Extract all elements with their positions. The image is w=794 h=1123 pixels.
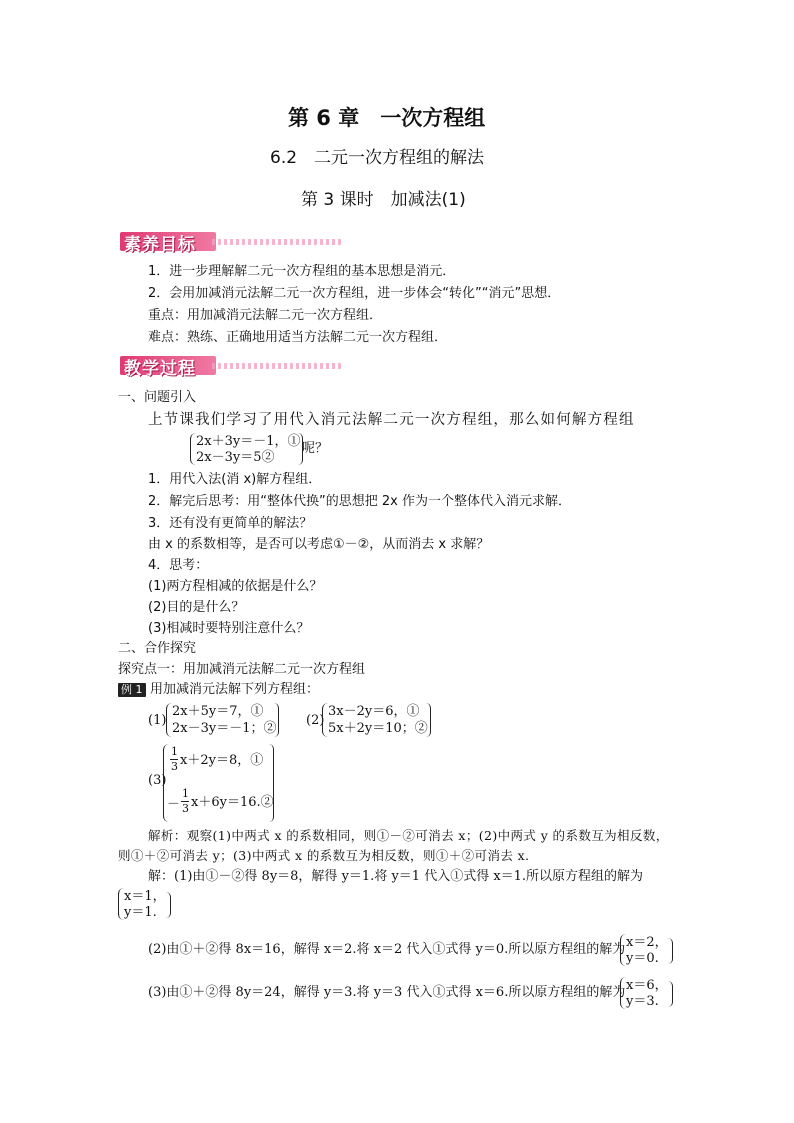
- equation-line: x＋2y＝8，①: [180, 753, 264, 768]
- system-label: (3): [148, 773, 167, 788]
- analysis-text: 则①＋②可消去 y；(3)中两式 x 的系数互为相反数，则①＋②可消去 x.: [118, 848, 530, 863]
- equation-system: [322, 703, 442, 737]
- explore-point: 探究点一：用加减消元法解二元一次方程组: [118, 662, 366, 677]
- analysis-text: 解析：观察(1)中两式 x 的系数相同，则①－②可消去 x；(2)中两式 y 的系数互为相反数，: [148, 828, 669, 843]
- solution-text: 解：(1)由①－②得 8y＝8，解得 y＝1.将 y＝1 代入①式得 x＝1.所以原方程组的解为: [148, 869, 644, 884]
- goal-item: 重点：用加减消元法解二元一次方程组．: [148, 308, 383, 323]
- equation-system: [166, 703, 286, 737]
- equation-line: y＝3.: [626, 994, 659, 1009]
- goal-item: 2．会用加减消元法解二元一次方程组，进一步体会“转化”“消元”思想．: [148, 286, 561, 301]
- fraction-numerator: 1: [182, 787, 189, 800]
- solution-answer: [620, 977, 680, 1009]
- equation-line: 2x＋3y＝－1，①: [196, 434, 301, 449]
- equation-system: [163, 744, 283, 822]
- intro-suffix: 呢？: [302, 441, 329, 456]
- step-item: 由 x 的系数相等，是否可以考虑①－②，从而消去 x 求解？: [148, 537, 490, 552]
- part2-heading: 二、合作探究: [118, 641, 197, 656]
- minus-sign: －: [167, 797, 181, 812]
- goals-banner-label: 素养目标: [124, 235, 196, 255]
- step-item: (2)目的是什么？: [148, 600, 245, 615]
- step-item: (3)相减时要特别注意什么？: [148, 621, 310, 636]
- goal-item: 1．进一步理解解二元一次方程组的基本思想是消元．: [148, 264, 456, 279]
- equation-line: x＝6，: [626, 978, 668, 993]
- step-item: 1．用代入法(消 x)解方程组．: [148, 472, 322, 487]
- part1-heading: 一、问题引入: [118, 390, 197, 405]
- equation-line: x＝1，: [124, 889, 166, 904]
- intro-text: 上节课我们学习了用代入消元法解二元一次方程组，那么如何解方程组: [148, 412, 635, 428]
- goal-item: 难点：熟练、正确地用适当方法解二元一次方程组．: [148, 330, 448, 345]
- equation-line: y＝0.: [626, 951, 659, 966]
- system-label: (1): [148, 713, 167, 728]
- equation-line: 2x－3y＝－1；②: [172, 721, 277, 736]
- solution-text: (2)由①＋②得 8x＝16，解得 x＝2.将 x＝2 代入①式得 y＝0.所以原方程组的解为: [148, 942, 626, 957]
- example-prompt: 用加减消元法解下列方程组：: [150, 682, 320, 697]
- equation-line: x＋6y＝16.②: [191, 795, 274, 810]
- equation-line: x＝2，: [626, 935, 668, 950]
- system-label: (2): [306, 713, 325, 728]
- fraction-denominator: 3: [171, 760, 178, 773]
- step-item: (1)两方程相减的依据是什么？: [148, 579, 323, 594]
- step-item: 4．思考：: [148, 558, 209, 573]
- step-item: 3．还有没有更简单的解法？: [148, 516, 313, 531]
- equation-line: 3x－2y＝6，①: [328, 704, 420, 719]
- section-title: 6.2 二元一次方程组的解法: [270, 148, 485, 168]
- lesson-title: 第 3 课时 加减法(1): [301, 190, 466, 210]
- step-item: 2．解完后思考：用“整体代换”的思想把 2x 作为一个整体代入消元求解．: [148, 494, 571, 509]
- fraction-numerator: 1: [171, 745, 178, 758]
- solution-text: (3)由①＋②得 8y＝24，解得 y＝3.将 y＝3 代入①式得 x＝6.所以原方程组的解为: [148, 985, 626, 1000]
- equation-line: 2x－3y＝5②: [196, 450, 275, 465]
- solution-answer: [118, 888, 178, 920]
- solution-answer: [620, 934, 680, 966]
- fraction-denominator: 3: [182, 802, 189, 815]
- equation-line: 5x＋2y＝10；②: [328, 721, 428, 736]
- equation-line: 2x＋5y＝7，①: [172, 704, 264, 719]
- equation-line: y＝1.: [124, 905, 157, 920]
- chapter-title: 第 6 章 一次方程组: [288, 106, 486, 130]
- goals-banner: [120, 229, 360, 253]
- process-banner-label: 教学过程: [124, 359, 196, 379]
- example-badge: 例 1: [118, 683, 146, 697]
- process-banner: [120, 353, 360, 377]
